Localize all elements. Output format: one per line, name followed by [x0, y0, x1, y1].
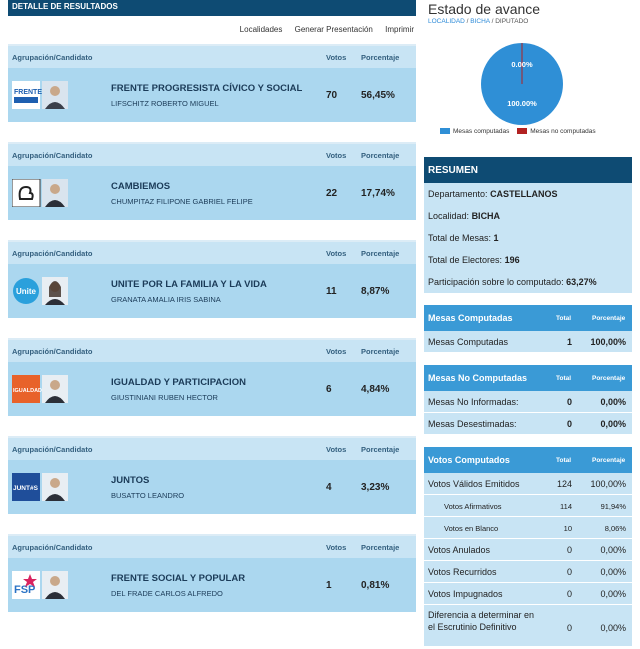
party-logo-frente-progresista	[12, 81, 68, 109]
party-votes: 22	[326, 188, 338, 199]
breadcrumb-localidad[interactable]: LOCALIDAD	[428, 18, 465, 25]
legend-label-computadas: Mesas computadas	[453, 128, 510, 135]
table-row: Votos Válidos Emitidos 124 100,00%	[424, 473, 632, 495]
legend-swatch-computadas	[440, 128, 450, 134]
breadcrumb-bicha[interactable]: BICHA	[470, 18, 490, 25]
table-title: Mesas Computadas	[428, 313, 513, 323]
action-links	[8, 16, 416, 44]
col-header-total: Total	[556, 315, 572, 322]
col-header-porcentaje: Porcentaje	[361, 445, 400, 454]
col-header-votos: Votos	[326, 249, 347, 258]
logo-text-fsp: FSP	[14, 584, 36, 596]
localidades-link[interactable]: Localidades	[239, 25, 283, 34]
candidate-name: BUSATTO LEANDRO	[111, 491, 185, 500]
party-card-juntos	[8, 436, 416, 514]
party-votes: 4	[326, 482, 332, 493]
party-percentage: 17,74%	[361, 188, 395, 199]
table-row: Votos Afirmativos 114 91,94%	[424, 495, 632, 517]
party-card-igualdad	[8, 338, 416, 416]
party-logo-fsp	[12, 571, 68, 599]
party-percentage: 4,84%	[361, 384, 390, 395]
pie-label-no-computadas: 0.00%	[511, 60, 533, 69]
mesas-computadas-table	[424, 305, 632, 353]
resumen-row-localidad: Localidad: BICHA	[424, 205, 632, 227]
col-header-votos: Votos	[326, 445, 347, 454]
party-votes: 6	[326, 384, 332, 395]
col-header-porcentaje: Porcentaje	[592, 375, 626, 382]
breadcrumb: LOCALIDAD / BICHA / DIPUTADO	[428, 18, 529, 25]
table-row: Votos en Blanco 10 8,06%	[424, 517, 632, 539]
mesas-no-computadas-table	[424, 365, 632, 435]
party-name: FRENTE PROGRESISTA CÍVICO Y SOCIAL	[111, 83, 303, 94]
resumen-row-departamento: Departamento: CASTELLANOS	[424, 183, 632, 205]
col-header-votos: Votos	[326, 53, 347, 62]
breadcrumb-diputado: DIPUTADO	[495, 18, 529, 25]
party-percentage: 8,87%	[361, 286, 390, 297]
table-row: Mesas Computadas 1 100,00%	[424, 331, 632, 353]
party-name: UNITE POR LA FAMILIA Y LA VIDA	[111, 279, 267, 290]
results-panel	[8, 0, 416, 598]
party-name: JUNTOS	[111, 475, 150, 486]
candidate-name: GIUSTINIANI RUBEN HECTOR	[111, 393, 218, 402]
estado-title: Estado de avance	[428, 1, 541, 17]
candidate-name: CHUMPITAZ FILIPONE GABRIEL FELIPE	[111, 197, 253, 206]
col-header-porcentaje: Porcentaje	[592, 457, 626, 464]
col-header-total: Total	[556, 375, 572, 382]
col-header-agrupacion: Agrupación/Candidato	[12, 347, 93, 356]
party-logo-unite	[12, 277, 68, 305]
col-header-agrupacion: Agrupación/Candidato	[12, 445, 93, 454]
generar-presentacion-link[interactable]: Generar Presentación	[294, 25, 373, 34]
party-name: FRENTE SOCIAL Y POPULAR	[111, 573, 246, 584]
table-title: Mesas No Computadas	[428, 373, 528, 383]
table-row: Votos Impugnados 0 0,00%	[424, 583, 632, 605]
col-header-votos: Votos	[326, 151, 347, 160]
party-card-unite	[8, 240, 416, 318]
party-card-cambiemos	[8, 142, 416, 220]
resumen-row-participacion: Participación sobre lo computado: 63,27%	[424, 271, 632, 293]
col-header-porcentaje: Porcentaje	[361, 249, 400, 258]
results-header: DETALLE DE RESULTADOS	[8, 0, 416, 16]
party-votes: 11	[326, 286, 337, 297]
pie-legend	[440, 128, 596, 135]
party-percentage: 3,23%	[361, 482, 390, 493]
party-logo-igualdad	[12, 375, 68, 403]
party-percentage: 56,45%	[361, 90, 395, 101]
party-name: CAMBIEMOS	[111, 181, 171, 192]
table-row: Mesas Desestimadas: 0 0,00%	[424, 413, 632, 435]
resumen-row-total-electores: Total de Electores: 196	[424, 249, 632, 271]
col-header-porcentaje: Porcentaje	[592, 315, 626, 322]
logo-text-igualdad: IGUALDAD	[13, 388, 43, 394]
col-header-porcentaje: Porcentaje	[361, 53, 400, 62]
candidate-name: DEL FRADE CARLOS ALFREDO	[111, 589, 223, 598]
table-title: Votos Computados	[428, 455, 510, 465]
legend-label-no-computadas: Mesas no computadas	[530, 128, 596, 135]
party-card-frente-progresista	[8, 44, 416, 122]
votos-computados-table	[424, 447, 632, 647]
party-name: IGUALDAD Y PARTICIPACION	[111, 377, 246, 388]
progress-pie-chart	[480, 42, 564, 126]
col-header-total: Total	[556, 457, 572, 464]
col-header-agrupacion: Agrupación/Candidato	[12, 249, 93, 258]
resumen-row-total-mesas: Total de Mesas: 1	[424, 227, 632, 249]
col-header-porcentaje: Porcentaje	[361, 151, 400, 160]
col-header-agrupacion: Agrupación/Candidato	[12, 151, 93, 160]
candidate-name: GRANATA AMALIA IRIS SABINA	[111, 295, 221, 304]
legend-swatch-no-computadas	[517, 128, 527, 134]
col-header-votos: Votos	[326, 347, 347, 356]
resumen-header: RESUMEN	[424, 157, 632, 183]
logo-text-unite: Unite	[16, 287, 36, 296]
party-percentage: 0,81%	[361, 580, 390, 591]
col-header-agrupacion: Agrupación/Candidato	[12, 53, 93, 62]
party-logo-cambiemos	[12, 179, 68, 207]
party-card-fsp	[8, 534, 416, 612]
table-row: Mesas No Informadas: 0 0,00%	[424, 391, 632, 413]
pie-label-computadas: 100.00%	[507, 99, 537, 108]
col-header-porcentaje: Porcentaje	[361, 543, 400, 552]
col-header-votos: Votos	[326, 543, 347, 552]
table-row: Votos Anulados 0 0,00%	[424, 539, 632, 561]
logo-text-frente: FRENTE	[14, 89, 42, 96]
col-header-porcentaje: Porcentaje	[361, 347, 400, 356]
logo-text-juntos: JUNT#S	[13, 485, 38, 492]
candidate-name: LIFSCHITZ ROBERTO MIGUEL	[111, 99, 219, 108]
imprimir-link[interactable]: Imprimir	[385, 25, 414, 34]
table-row: Diferencia a determinar en el Escrutinio Definitivo 0 0,00%	[424, 605, 632, 647]
party-votes: 70	[326, 90, 338, 101]
party-votes: 1	[326, 580, 332, 591]
party-logo-juntos	[12, 473, 68, 501]
col-header-agrupacion: Agrupación/Candidato	[12, 543, 93, 552]
table-row: Votos Recurridos 0 0,00%	[424, 561, 632, 583]
